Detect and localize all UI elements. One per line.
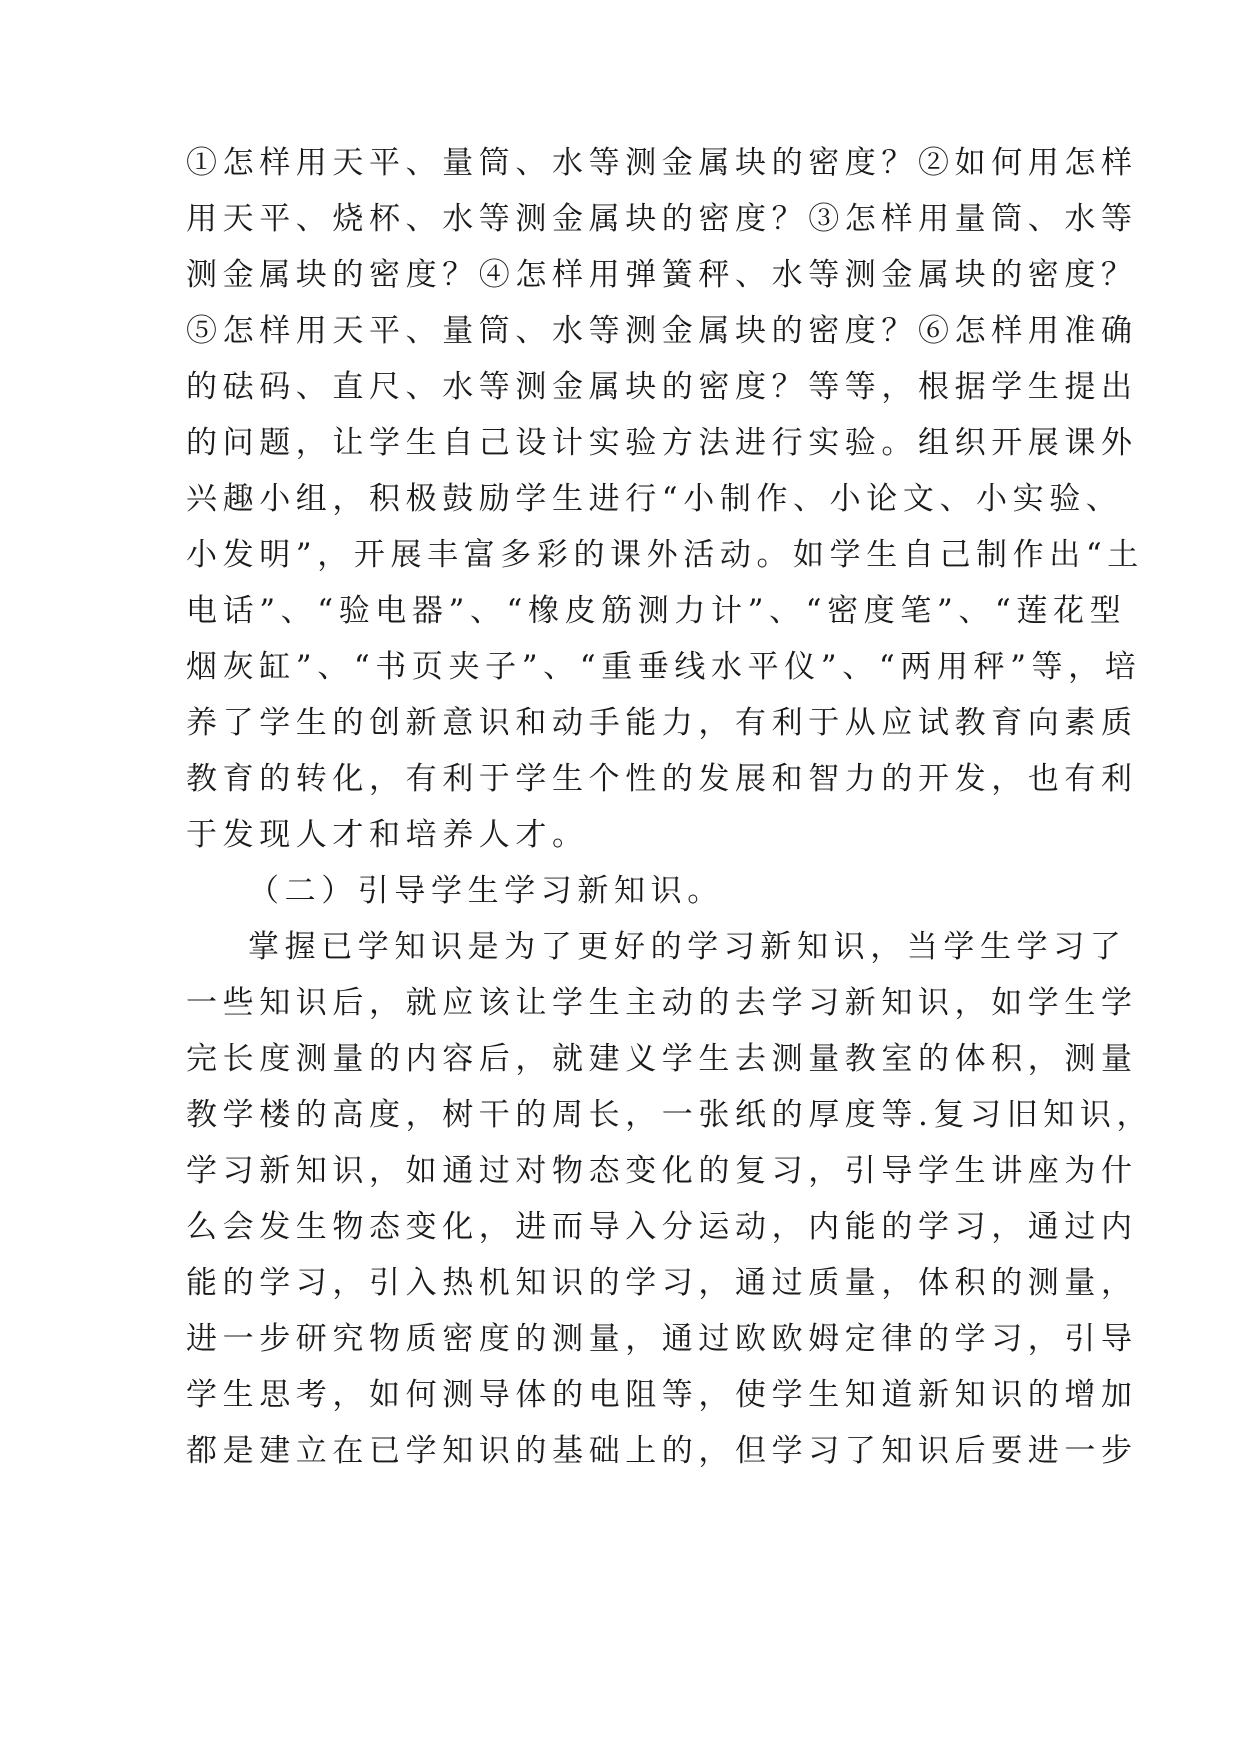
text-line: ①怎样用天平、量筒、水等测金属块的密度？②如何用怎样 [186, 145, 1138, 181]
text-line: 学生思考，如何测导体的电阻等，使学生知道新知识的增加 [186, 1377, 1138, 1413]
text-line: 烟灰缸”、“书页夹子”、“重垂线水平仪”、“两用秤”等，培 [186, 649, 1142, 685]
text-line: 电话”、“验电器”、“橡皮筋测力计”、“密度笔”、“莲花型 [186, 593, 1127, 629]
text-line: 的砝码、直尺、水等测金属块的密度？等等，根据学生提出 [186, 369, 1138, 405]
text-line: 兴趣小组，积极鼓励学生进行“小制作、小论文、小实验、 [186, 481, 1123, 517]
text-line: 学习新知识，如通过对物态变化的复习，引导学生讲座为什 [186, 1153, 1138, 1189]
text-line: 的问题，让学生自己设计实验方法进行实验。组织开展课外 [186, 425, 1138, 461]
text-line: 用天平、烧杯、水等测金属块的密度？③怎样用量筒、水等 [186, 201, 1138, 237]
section-heading: （二）引导学生学习新知识。 [248, 873, 724, 909]
text-line: 测金属块的密度？④怎样用弹簧秤、水等测金属块的密度？ [186, 257, 1138, 293]
text-line: 教学楼的高度，树干的周长，一张纸的厚度等.复习旧知识， [186, 1097, 1154, 1133]
text-line: 都是建立在已学知识的基础上的，但学习了知识后要进一步 [186, 1433, 1138, 1469]
text-line: 掌握已学知识是为了更好的学习新知识，当学生学习了 [248, 929, 1127, 965]
text-line: ⑤怎样用天平、量筒、水等测金属块的密度？⑥怎样用准确 [186, 313, 1138, 349]
text-line: 于发现人才和培养人才。 [186, 817, 589, 853]
text-line: 养了学生的创新意识和动手能力，有利于从应试教育向素质 [186, 705, 1138, 741]
text-line: 小发明”，开展丰富多彩的课外活动。如学生自己制作出“土 [186, 537, 1144, 573]
text-line: 教育的转化，有利于学生个性的发展和智力的开发，也有利 [186, 761, 1138, 797]
text-line: 能的学习，引入热机知识的学习，通过质量，体积的测量， [186, 1265, 1138, 1301]
text-line: 进一步研究物质密度的测量，通过欧欧姆定律的学习，引导 [186, 1321, 1138, 1357]
text-line: 一些知识后，就应该让学生主动的去学习新知识，如学生学 [186, 985, 1138, 1021]
text-line: 么会发生物态变化，进而导入分运动，内能的学习，通过内 [186, 1209, 1138, 1245]
text-line: 完长度测量的内容后，就建义学生去测量教室的体积，测量 [186, 1041, 1138, 1077]
